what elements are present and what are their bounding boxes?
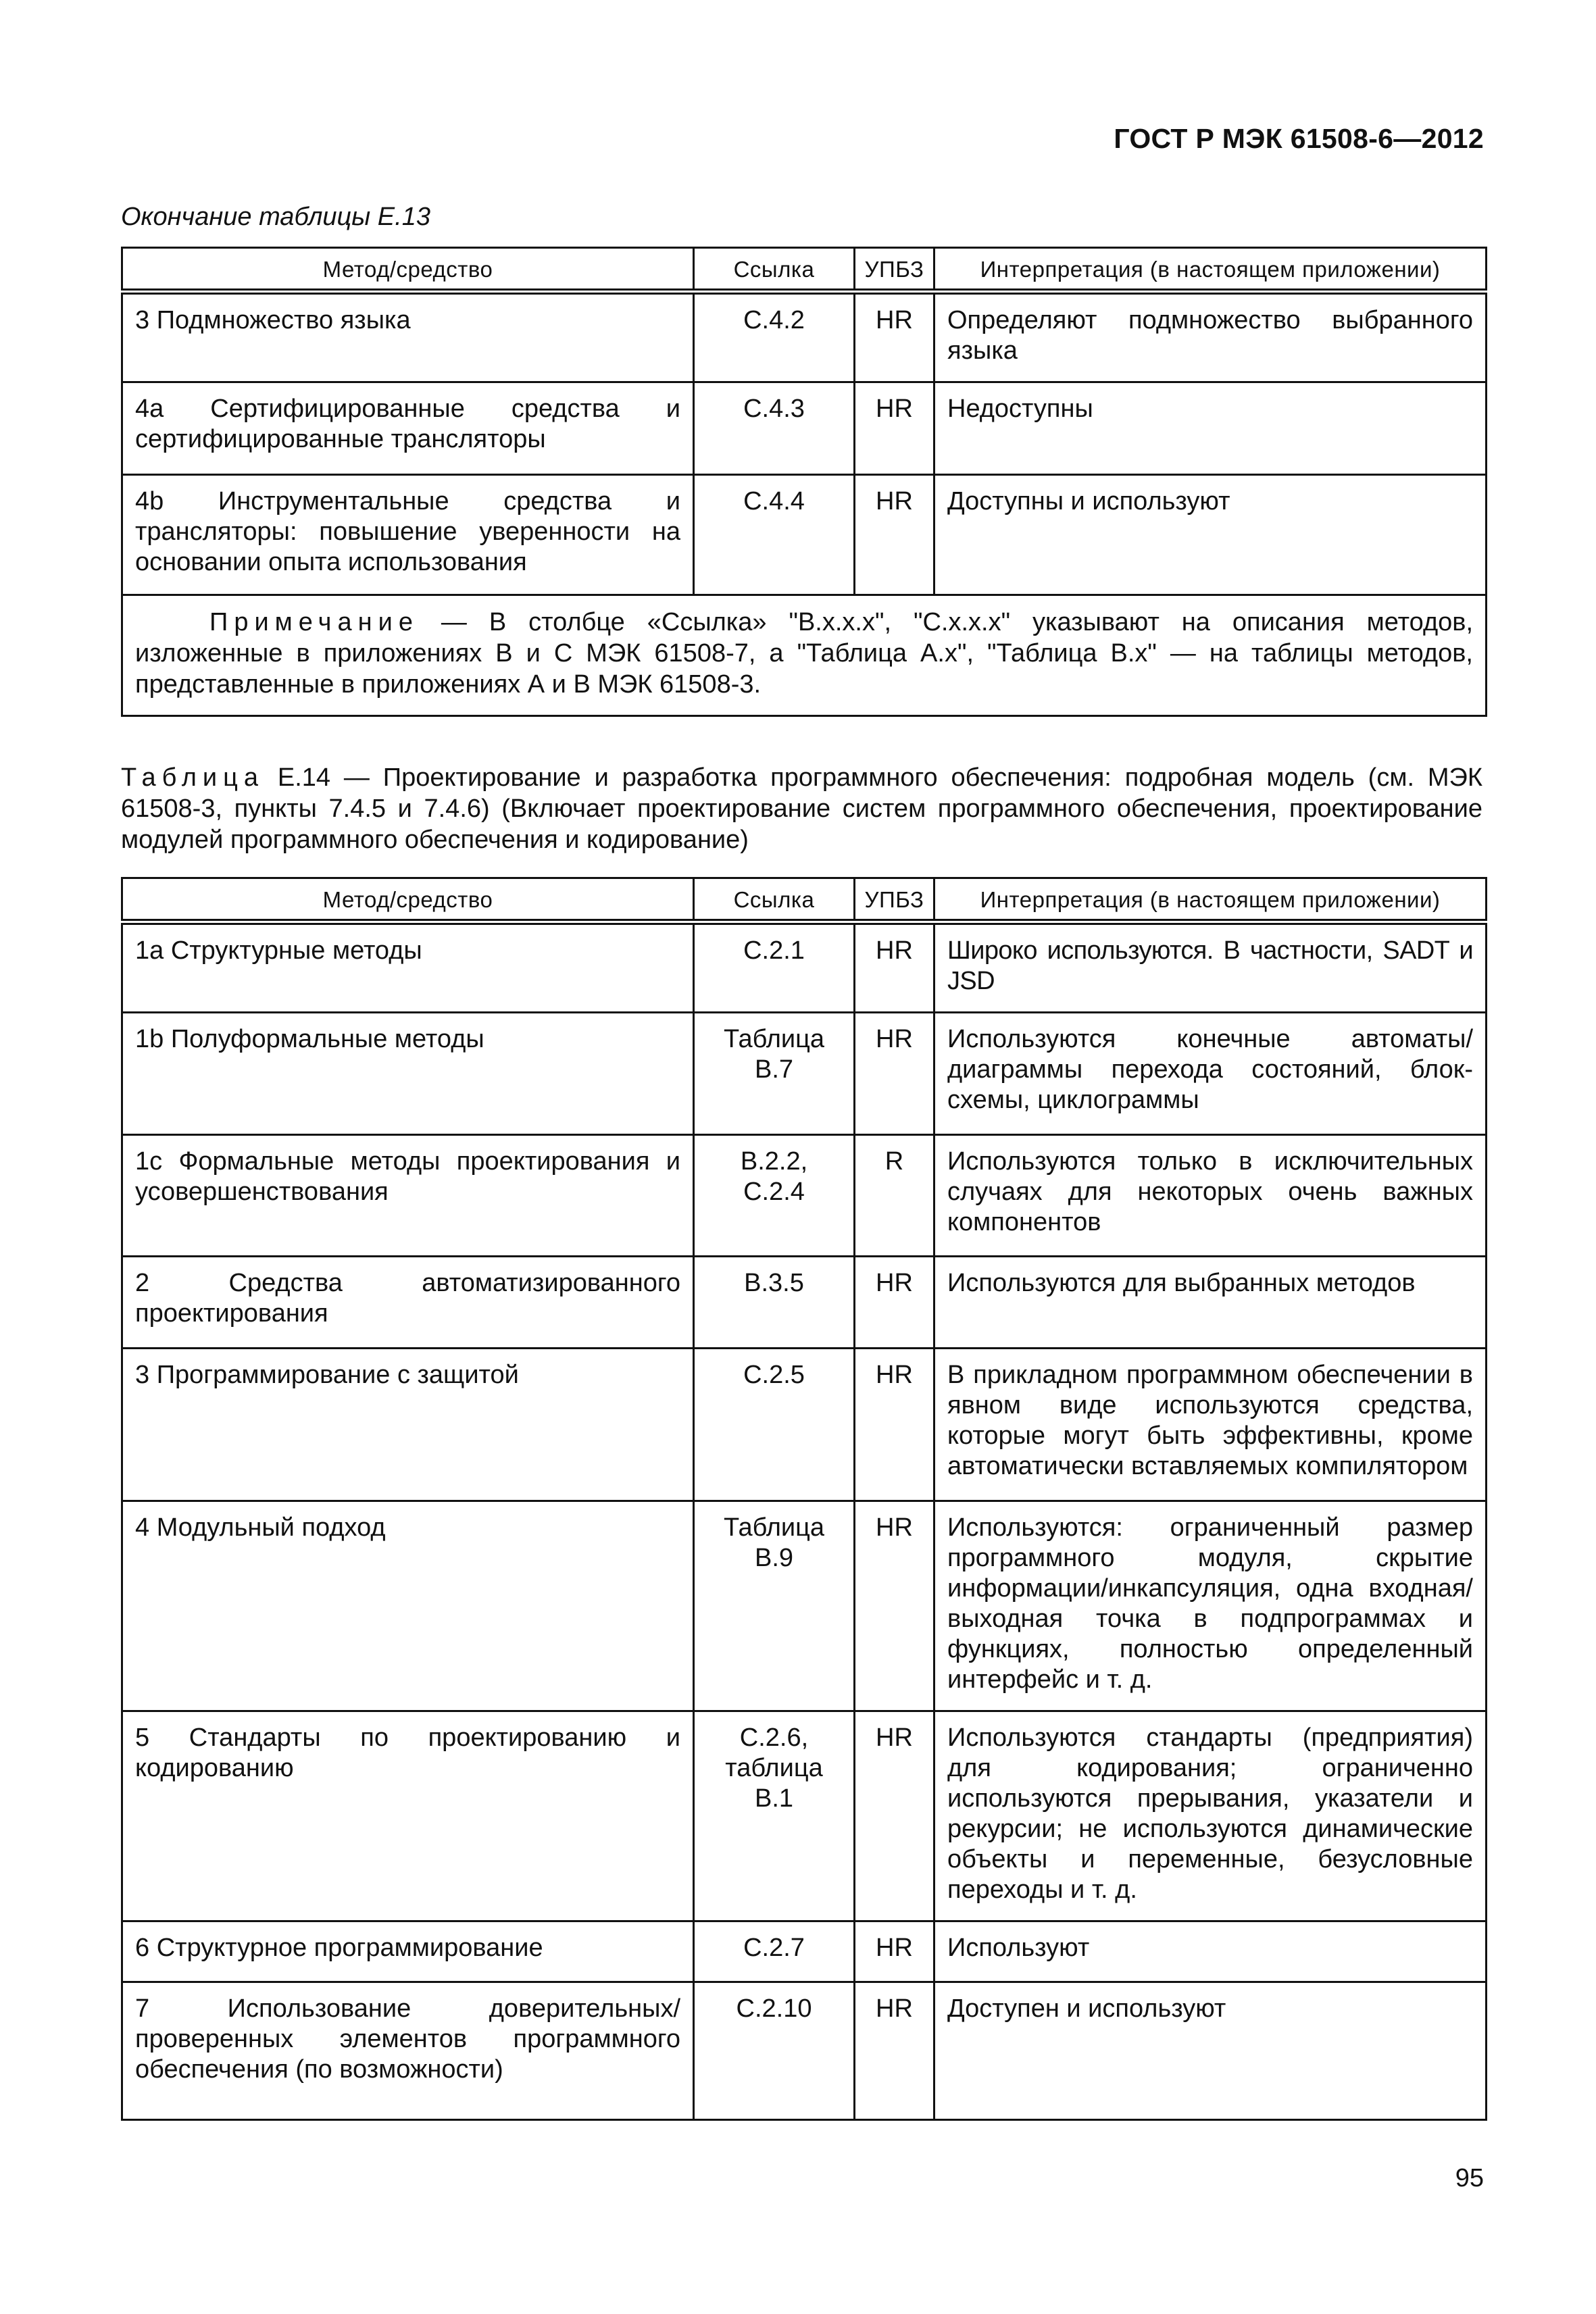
interpretation-cell: Используются: ограниченный размер программного модуля, скрытие информации/инкапсуляция, одна входная/выходная точка в подпрограммах и функциях, полностью определенный интерфейс и т. д. — [934, 1501, 1487, 1711]
table-row — [122, 1257, 1487, 1349]
upbz-cell: HR — [855, 475, 934, 595]
column-header-ref: Ссылка — [694, 878, 855, 922]
standard-designation: ГОСТ Р МЭК 61508-6—2012 — [1114, 123, 1484, 154]
upbz-cell: HR — [855, 1501, 934, 1711]
table-row — [122, 1013, 1487, 1135]
table-row — [122, 1982, 1487, 2120]
column-header-interpretation: Интерпретация (в настоящем приложении) — [934, 248, 1487, 292]
column-header-interpretation: Интерпретация (в настоящем приложении) — [934, 878, 1487, 922]
reference-cell: С.2.7 — [694, 1921, 855, 1982]
upbz-cell: HR — [855, 1257, 934, 1349]
upbz-cell: HR — [855, 922, 934, 1013]
reference-cell: С.4.4 — [694, 475, 855, 595]
upbz-cell: HR — [855, 292, 934, 382]
page-number: 95 — [1455, 2164, 1484, 2192]
reference-cell: Таблица В.7 — [694, 1013, 855, 1135]
column-header-upbz: УПБЗ — [855, 878, 934, 922]
reference-cell: С.4.3 — [694, 382, 855, 475]
upbz-cell: HR — [855, 1711, 934, 1921]
column-header-method: Метод/средство — [122, 248, 694, 292]
reference-cell: В.3.5 — [694, 1257, 855, 1349]
table-e14 — [121, 877, 1487, 2121]
table-note — [122, 595, 1487, 716]
upbz-cell: HR — [855, 1349, 934, 1501]
upbz-cell: HR — [855, 1982, 934, 2120]
method-cell: 3 Программирование с защитой — [122, 1349, 694, 1501]
reference-cell: Таблица В.9 — [694, 1501, 855, 1711]
method-cell: 7 Использование доверительных/проверенных элементов программного обеспечения (по возможности) — [122, 1982, 694, 2120]
interpretation-cell: Используются стандарты (предприятия) для кодирования; ограниченно используются прерывания, указатели и рекурсии; не используются динамические объекты и переменные, безусловные переходы и т. д. — [934, 1711, 1487, 1921]
method-cell: 5 Стандарты по проектированию и кодированию — [122, 1711, 694, 1921]
reference-cell: С.2.5 — [694, 1349, 855, 1501]
table-row — [122, 1135, 1487, 1257]
note-text: — В столбце «Ссылка» "В.х.х.х", "С.х.х.х" указывают на описания методов, изложенные в приложениях В и С МЭК 61508-7, а "Таблица А.х", "Таблица В.х" — на таблицы методов, представленные в приложениях А и В МЭК 61508-3. — [135, 608, 1473, 699]
reference-cell: В.2.2, С.2.4 — [694, 1135, 855, 1257]
table-row — [122, 292, 1487, 382]
upbz-cell: R — [855, 1135, 934, 1257]
column-header-ref: Ссылка — [694, 248, 855, 292]
interpretation-cell: Доступен и используют — [934, 1982, 1487, 2120]
method-cell: 1a Структурные методы — [122, 922, 694, 1013]
column-header-upbz: УПБЗ — [855, 248, 934, 292]
table-row — [122, 382, 1487, 475]
table-13-continuation-caption: Окончание таблицы Е.13 — [121, 203, 430, 231]
caption-label: Таблица — [121, 763, 264, 792]
method-cell: 1b Полуформальные методы — [122, 1013, 694, 1135]
interpretation-cell: Используют — [934, 1921, 1487, 1982]
table-header-row — [122, 248, 1487, 292]
reference-cell: С.4.2 — [694, 292, 855, 382]
method-cell: 2 Средства автоматизированного проектирования — [122, 1257, 694, 1349]
table-row — [122, 922, 1487, 1013]
interpretation-cell: Используются для выбранных методов — [934, 1257, 1487, 1349]
method-cell: 4a Сертифицированные средства и сертифицированные трансляторы — [122, 382, 694, 475]
note-label: Примечание — [209, 608, 419, 636]
upbz-cell: HR — [855, 1921, 934, 1982]
table-row — [122, 1501, 1487, 1711]
note-row — [122, 595, 1487, 716]
interpretation-cell: Используются только в исключительных случаях для некоторых очень важных компонентов — [934, 1135, 1487, 1257]
interpretation-cell: Широко используются. В частности, SADT и JSD — [934, 922, 1487, 1013]
table-row — [122, 475, 1487, 595]
method-cell: 4b Инструментальные средства и трансляторы: повышение уверенности на основании опыта использования — [122, 475, 694, 595]
interpretation-cell: Доступны и используют — [934, 475, 1487, 595]
interpretation-cell: Определяют подмножество выбранного языка — [934, 292, 1487, 382]
table-e13 — [121, 247, 1487, 717]
interpretation-cell: Недоступны — [934, 382, 1487, 475]
table-row — [122, 1711, 1487, 1921]
table-header-row — [122, 878, 1487, 922]
upbz-cell: HR — [855, 382, 934, 475]
reference-cell: С.2.10 — [694, 1982, 855, 2120]
method-cell: 4 Модульный подход — [122, 1501, 694, 1711]
interpretation-cell: В прикладном программном обеспечении в явном виде используются средства, которые могут быть эффективны, кроме автоматически вставляемых компилятором — [934, 1349, 1487, 1501]
reference-cell: С.2.6, таблица В.1 — [694, 1711, 855, 1921]
interpretation-cell: Используются конечные автоматы/диаграммы перехода состояний, блок-схемы, циклограммы — [934, 1013, 1487, 1135]
table-row — [122, 1921, 1487, 1982]
upbz-cell: HR — [855, 1013, 934, 1135]
caption-text: Е.14 — Проектирование и разработка программного обеспечения: подробная модель (см. МЭК 61508-3, пункты 7.4.5 и 7.4.6) (Включает проектирование систем программного обеспечения, проектирование модулей программного обеспечения и кодирование) — [121, 763, 1482, 854]
method-cell: 3 Подмножество языка — [122, 292, 694, 382]
method-cell: 6 Структурное программирование — [122, 1921, 694, 1982]
table-row — [122, 1349, 1487, 1501]
table-14-caption — [121, 762, 1482, 855]
reference-cell: С.2.1 — [694, 922, 855, 1013]
method-cell: 1c Формальные методы проектирования и усовершенствования — [122, 1135, 694, 1257]
column-header-method: Метод/средство — [122, 878, 694, 922]
